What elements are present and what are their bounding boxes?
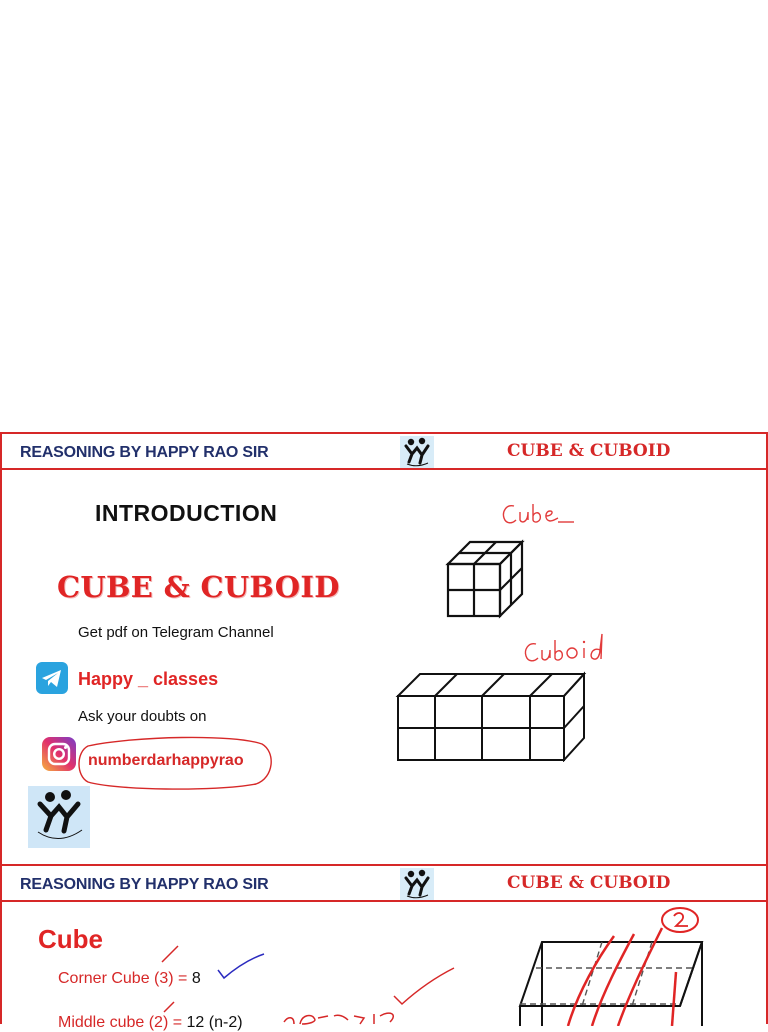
slide-cube [0,864,768,1031]
header-topic: CUBE & CUBOID [507,873,671,893]
slide-introduction [0,432,768,864]
middle-cube-value: 12 (n-2) [186,1014,243,1031]
handwritten-cube-label [500,500,580,530]
slide-header [2,434,766,470]
doubts-text: Ask your doubts on [78,708,207,725]
cuboid-figure [394,670,590,762]
corner-cube-value: 8 [191,970,201,987]
pdf-telegram-text: Get pdf on Telegram Channel [78,624,274,641]
cube-heading: Cube [38,924,103,954]
middle-cube-label: Middle cube (2) = [58,1014,187,1031]
header-title: REASONING BY HAPPY RAO SIR [20,876,269,893]
happy-classes-brand-logo [28,786,90,848]
telegram-icon [36,662,68,694]
cube-figure-with-annotations [502,902,712,1026]
main-title: CUBE & CUBOID [57,570,340,604]
happy-classes-logo-icon [400,436,434,468]
cube-figure [442,534,532,624]
instagram-icon [42,737,76,771]
instagram-handle[interactable]: numberdarhappyrao [88,752,244,769]
handwritten-cuboid-label [522,630,618,666]
blank-area [0,0,768,432]
header-topic: CUBE & CUBOID [507,441,671,461]
header-title: REASONING BY HAPPY RAO SIR [20,444,269,461]
corner-cube-label: Corner Cube (3) = [58,970,192,987]
intro-title: INTRODUCTION [95,500,278,526]
telegram-channel-name[interactable]: Happy _ classes [78,669,219,689]
